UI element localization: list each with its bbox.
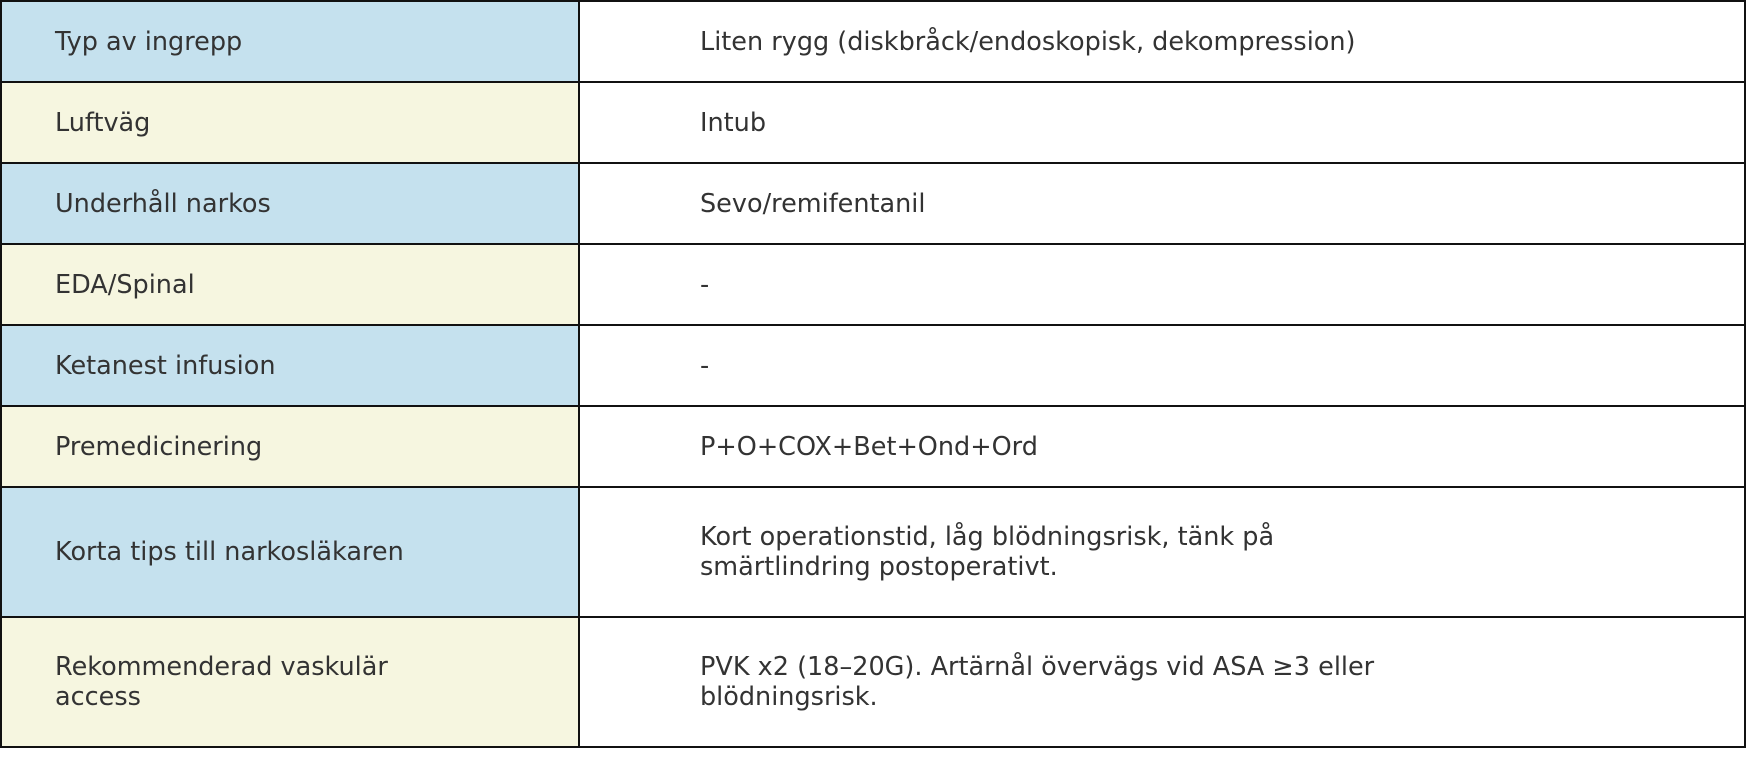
row-value: Kort operationstid, låg blödningsrisk, tänk på smärtlindring postoperativt.	[700, 522, 1275, 582]
table-row	[1, 1, 1745, 82]
row-label: Ketanest infusion	[55, 350, 276, 381]
row-label-cell	[1, 487, 579, 617]
row-label: Typ av ingrepp	[55, 26, 243, 57]
row-value: Sevo/remifentanil	[700, 188, 926, 219]
row-label: Luftväg	[55, 107, 151, 138]
table-row	[1, 163, 1745, 244]
table-row	[1, 617, 1745, 747]
table-row	[1, 325, 1745, 406]
row-value: -	[700, 350, 710, 381]
table-row	[1, 406, 1745, 487]
row-label-cell	[1, 406, 579, 487]
row-value-cell	[579, 1, 1745, 82]
row-value: -	[700, 269, 710, 300]
row-value-cell	[579, 82, 1745, 163]
row-value-cell	[579, 325, 1745, 406]
row-value-cell	[579, 163, 1745, 244]
row-value-cell	[579, 617, 1745, 747]
row-label: Korta tips till narkosläkaren	[55, 537, 404, 567]
row-label: Rekommenderad vaskulär access	[55, 652, 388, 712]
row-label-cell	[1, 325, 579, 406]
row-value: P+O+COX+Bet+Ond+Ord	[700, 431, 1038, 462]
row-label-cell	[1, 244, 579, 325]
row-value-cell	[579, 244, 1745, 325]
table-row	[1, 82, 1745, 163]
table-row	[1, 244, 1745, 325]
row-label-cell	[1, 1, 579, 82]
row-label: Underhåll narkos	[55, 188, 271, 219]
row-value: Liten rygg (diskbråck/endoskopisk, dekompression)	[700, 26, 1356, 57]
row-label-cell	[1, 163, 579, 244]
row-label: EDA/Spinal	[55, 269, 195, 300]
row-value: Intub	[700, 107, 767, 138]
row-label-cell	[1, 617, 579, 747]
row-label: Premedicinering	[55, 431, 263, 462]
row-value: PVK x2 (18–20G). Artärnål övervägs vid ASA ≥3 eller blödningsrisk.	[700, 652, 1375, 712]
row-value-cell	[579, 406, 1745, 487]
row-label-cell	[1, 82, 579, 163]
row-value-cell	[579, 487, 1745, 617]
table-row	[1, 487, 1745, 617]
